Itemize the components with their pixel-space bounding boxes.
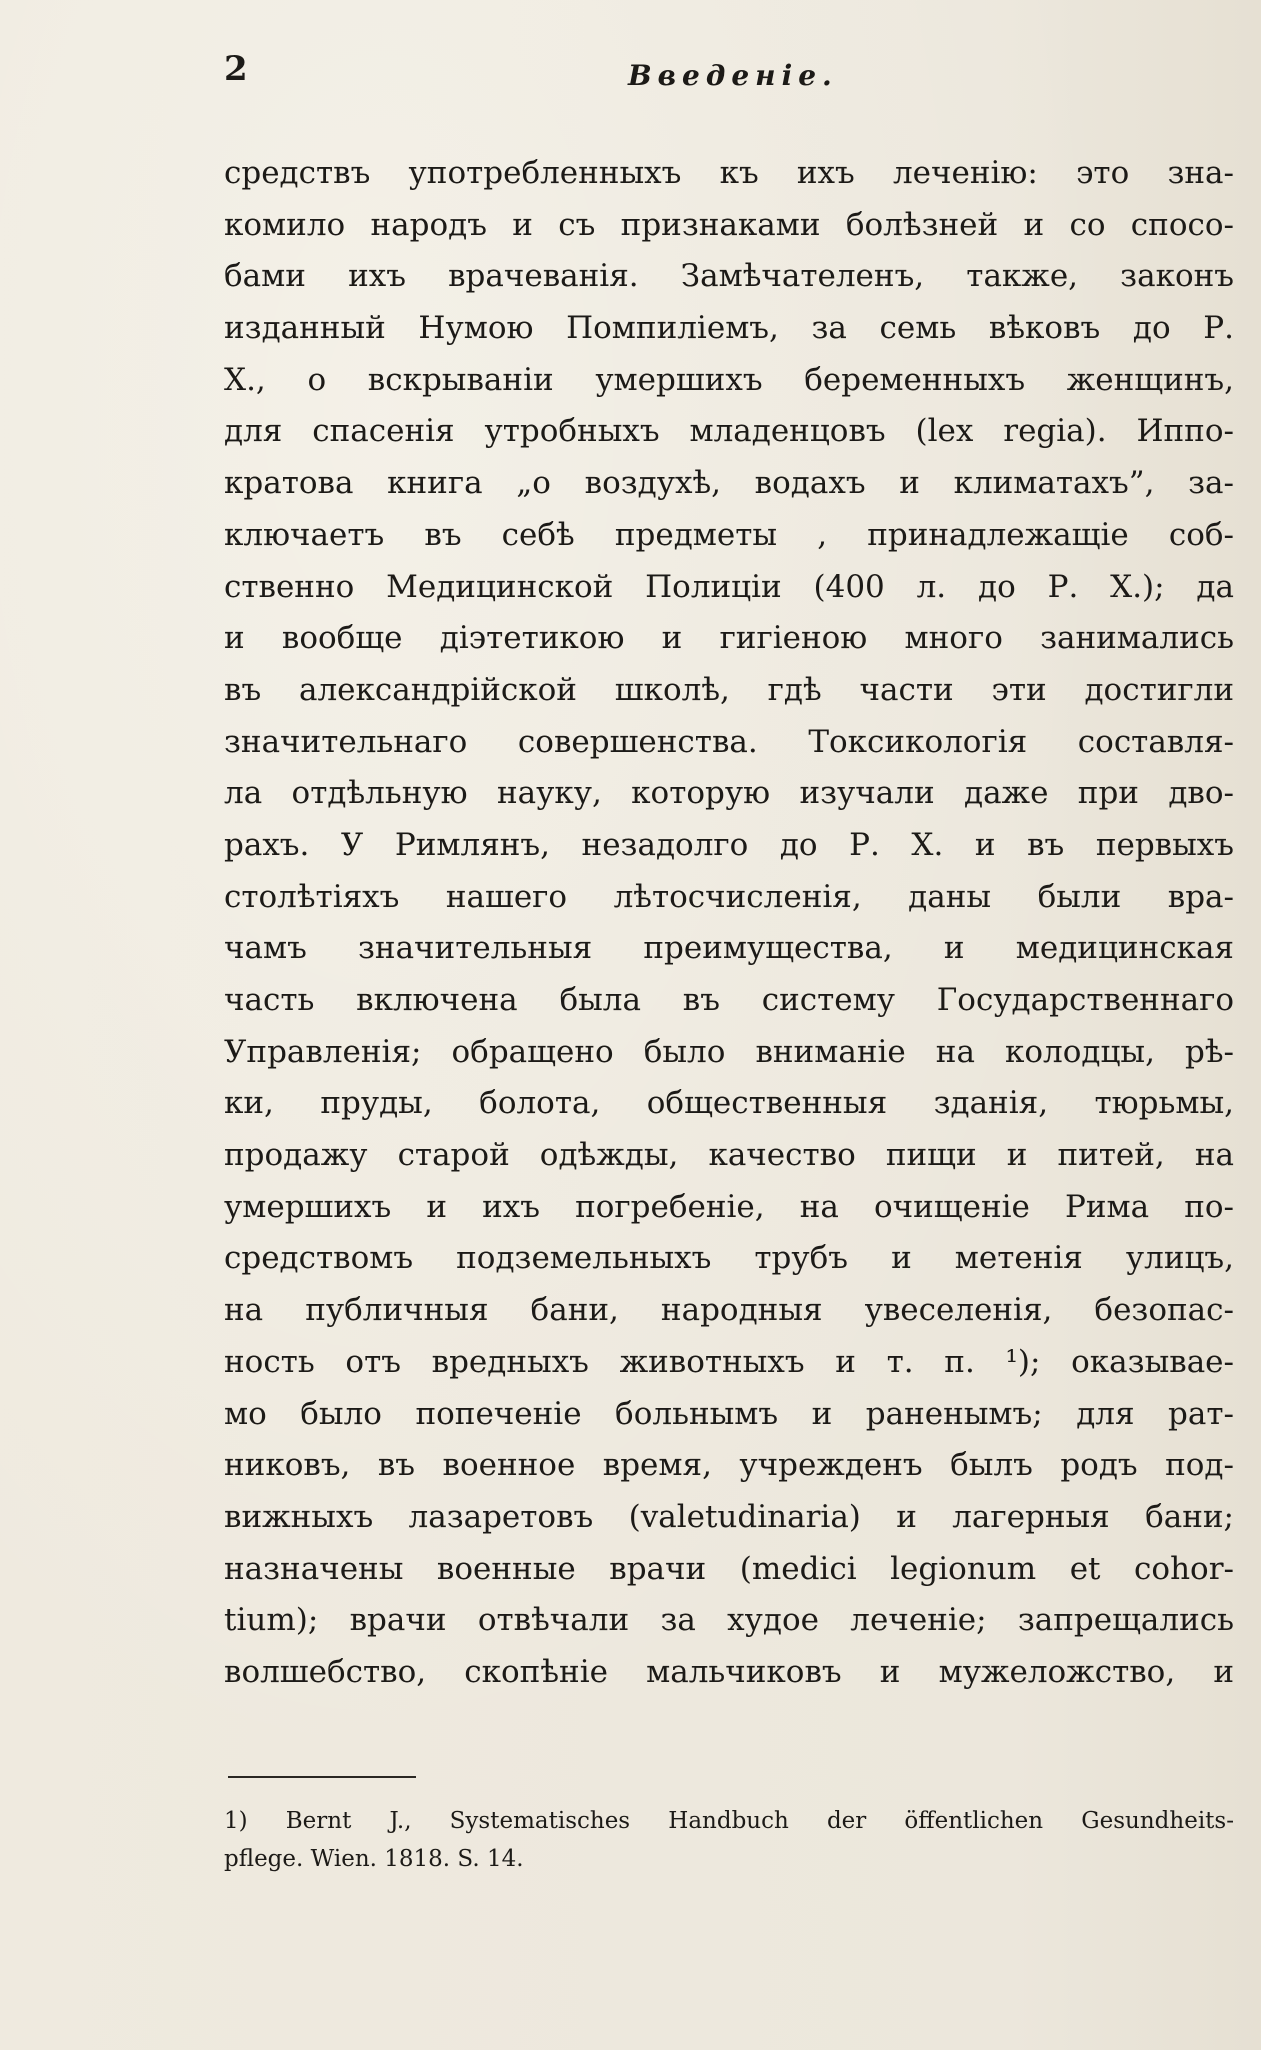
text-line: на публичныя бани, народныя увеселенiя, безопас- bbox=[224, 1292, 1234, 1329]
text-line: ственно Медицинской Полицiи (400 л. до Р. Х.); да bbox=[224, 568, 1234, 605]
text-line: часть включена была въ систему Государственнаго bbox=[224, 982, 1234, 1018]
text-line: и вообще дiэтетикою и гигiеною много занимались bbox=[224, 620, 1234, 657]
footnote-separator bbox=[228, 1776, 416, 1778]
text-line: чамъ значительныя преимущества, и медицинская bbox=[224, 930, 1234, 967]
text-line: столѣтiяхъ нашего лѣтосчисленiя, даны были вра- bbox=[224, 878, 1234, 915]
text-line: изданный Нумою Помпилiемъ, за семь вѣковъ до Р. bbox=[224, 310, 1234, 347]
text-line: назначены военные врачи (medici legionum et cohor- bbox=[224, 1550, 1234, 1587]
page-number: 2 bbox=[224, 49, 248, 89]
footnote-line: 1) Bernt J., Systematisches Handbuch der öffentlichen Gesundheits- bbox=[224, 1808, 1234, 1834]
text-line: кратова книга „о воздухѣ, водахъ и климатахъ”, за- bbox=[224, 465, 1234, 502]
text-line: Управленiя; обращено было вниманiе на колодцы, рѣ- bbox=[224, 1033, 1234, 1070]
text-line: ность отъ вредныхъ животныхъ и т. п. ¹); оказывае- bbox=[224, 1343, 1234, 1380]
text-line: Х., о вскрыванiи умершихъ беременныхъ женщинъ, bbox=[224, 361, 1234, 398]
text-line: средствъ употребленныхъ къ ихъ леченiю: это зна- bbox=[224, 155, 1234, 191]
text-line: продажу старой одѣжды, качество пищи и питей, на bbox=[224, 1137, 1234, 1174]
text-line: умершихъ и ихъ погребенiе, на очищенiе Рима по- bbox=[224, 1188, 1234, 1225]
text-line: бами ихъ врачеванiя. Замѣчателенъ, также, законъ bbox=[224, 258, 1234, 295]
text-line: волшебство, скопѣнiе мальчиковъ и мужеложство, и bbox=[224, 1653, 1234, 1690]
text-line: ки, пруды, болота, общественныя зданiя, тюрьмы, bbox=[224, 1085, 1234, 1122]
text-line: tium); врачи отвѣчали за худое леченiе; запрещались bbox=[224, 1602, 1234, 1639]
text-line: средствомъ подземельныхъ трубъ и метенiя улицъ, bbox=[224, 1240, 1234, 1277]
text-line: никовъ, въ военное время, учрежденъ былъ родъ под- bbox=[224, 1447, 1234, 1484]
text-line: рахъ. У Римлянъ, незадолго до Р. Х. и въ первыхъ bbox=[224, 826, 1234, 863]
body-text bbox=[224, 148, 1234, 1699]
footnote-line: pflege. Wien. 1818. S. 14. bbox=[224, 1846, 524, 1872]
text-line: комило народъ и съ признаками болѣзней и со спосо- bbox=[224, 206, 1234, 243]
text-line: значительнаго совершенства. Токсикологiя составля- bbox=[224, 723, 1234, 760]
text-line: для спасенiя утробныхъ младенцовъ (lex regia). Иппо- bbox=[224, 413, 1234, 450]
text-line: ла отдѣльную науку, которую изучали даже при дво- bbox=[224, 775, 1234, 812]
text-line: въ александрiйской школѣ, гдѣ части эти достигли bbox=[224, 671, 1234, 708]
running-title: Введенiе. bbox=[628, 59, 838, 92]
footnotes bbox=[224, 1802, 1234, 1878]
text-line: вижныхъ лазаретовъ (valetudinaria) и лагерныя бани; bbox=[224, 1498, 1234, 1535]
text-line: мо было попеченiе больнымъ и раненымъ; для рат- bbox=[224, 1395, 1234, 1432]
text-line: ключаетъ въ себѣ предметы , принадлежащiе соб- bbox=[224, 516, 1234, 553]
